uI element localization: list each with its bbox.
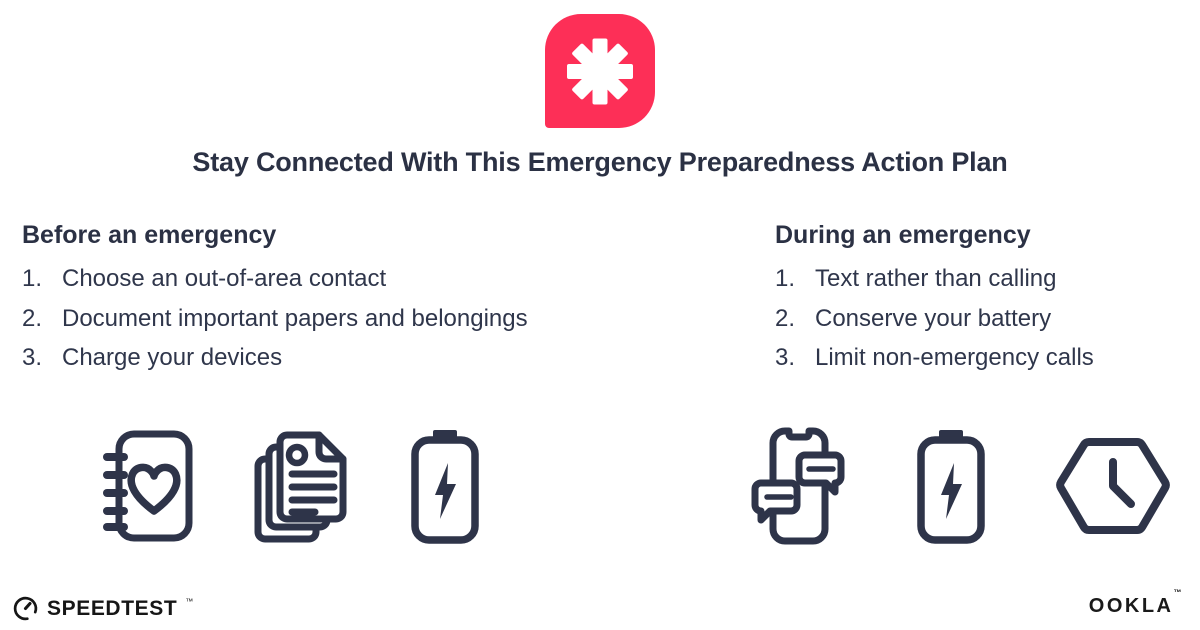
list-item-text: Conserve your battery (815, 304, 1052, 332)
during-emergency-heading: During an emergency (775, 221, 1031, 249)
battery-charge-icon (913, 427, 989, 545)
page-title: Stay Connected With This Emergency Preparedness Action Plan (192, 147, 1008, 177)
battery-charge-icon (407, 427, 483, 545)
list-item-number: 1. (22, 265, 43, 292)
list-item (775, 299, 1185, 339)
list-item-text: Limit non-emergency calls (815, 344, 1094, 371)
list-item-text: Charge your devices (62, 344, 283, 371)
during-emergency-list (775, 259, 1185, 378)
before-emergency-icons (97, 425, 483, 547)
speedtest-wordmark: SPEEDTEST (47, 596, 178, 620)
during-emergency-icons (749, 425, 1171, 547)
ookla-trademark: ™ (1173, 588, 1184, 597)
list-item (775, 259, 1185, 299)
clock-hexagon-icon (1055, 434, 1171, 538)
before-emergency-section (22, 221, 702, 378)
list-item-number: 1. (775, 265, 796, 292)
list-item-number: 2. (775, 304, 796, 332)
list-item (22, 259, 702, 299)
phone-messages-icon (749, 425, 847, 547)
list-item-number: 2. (22, 304, 43, 332)
list-item (775, 338, 1185, 378)
before-emergency-list (22, 259, 702, 378)
list-item (22, 299, 702, 339)
list-item-text: Choose an out-of-area contact (62, 265, 387, 292)
speedtest-logo (12, 595, 193, 622)
contact-book-heart-icon (97, 427, 197, 545)
asterisk-badge-icon (545, 14, 655, 128)
list-item-number: 3. (22, 344, 43, 371)
ookla-wordmark: OOKLA (1088, 595, 1174, 617)
during-emergency-section (775, 221, 1185, 378)
speedometer-gauge-icon (12, 595, 39, 622)
document-stack-icon (249, 426, 355, 546)
list-item-number: 3. (775, 344, 796, 371)
list-item-text: Document important papers and belongings (62, 304, 528, 332)
list-item-text: Text rather than calling (815, 265, 1057, 292)
speedtest-trademark: ™ (185, 597, 194, 606)
ookla-logo (1088, 588, 1184, 618)
list-item (22, 338, 702, 378)
before-emergency-heading: Before an emergency (22, 221, 277, 249)
